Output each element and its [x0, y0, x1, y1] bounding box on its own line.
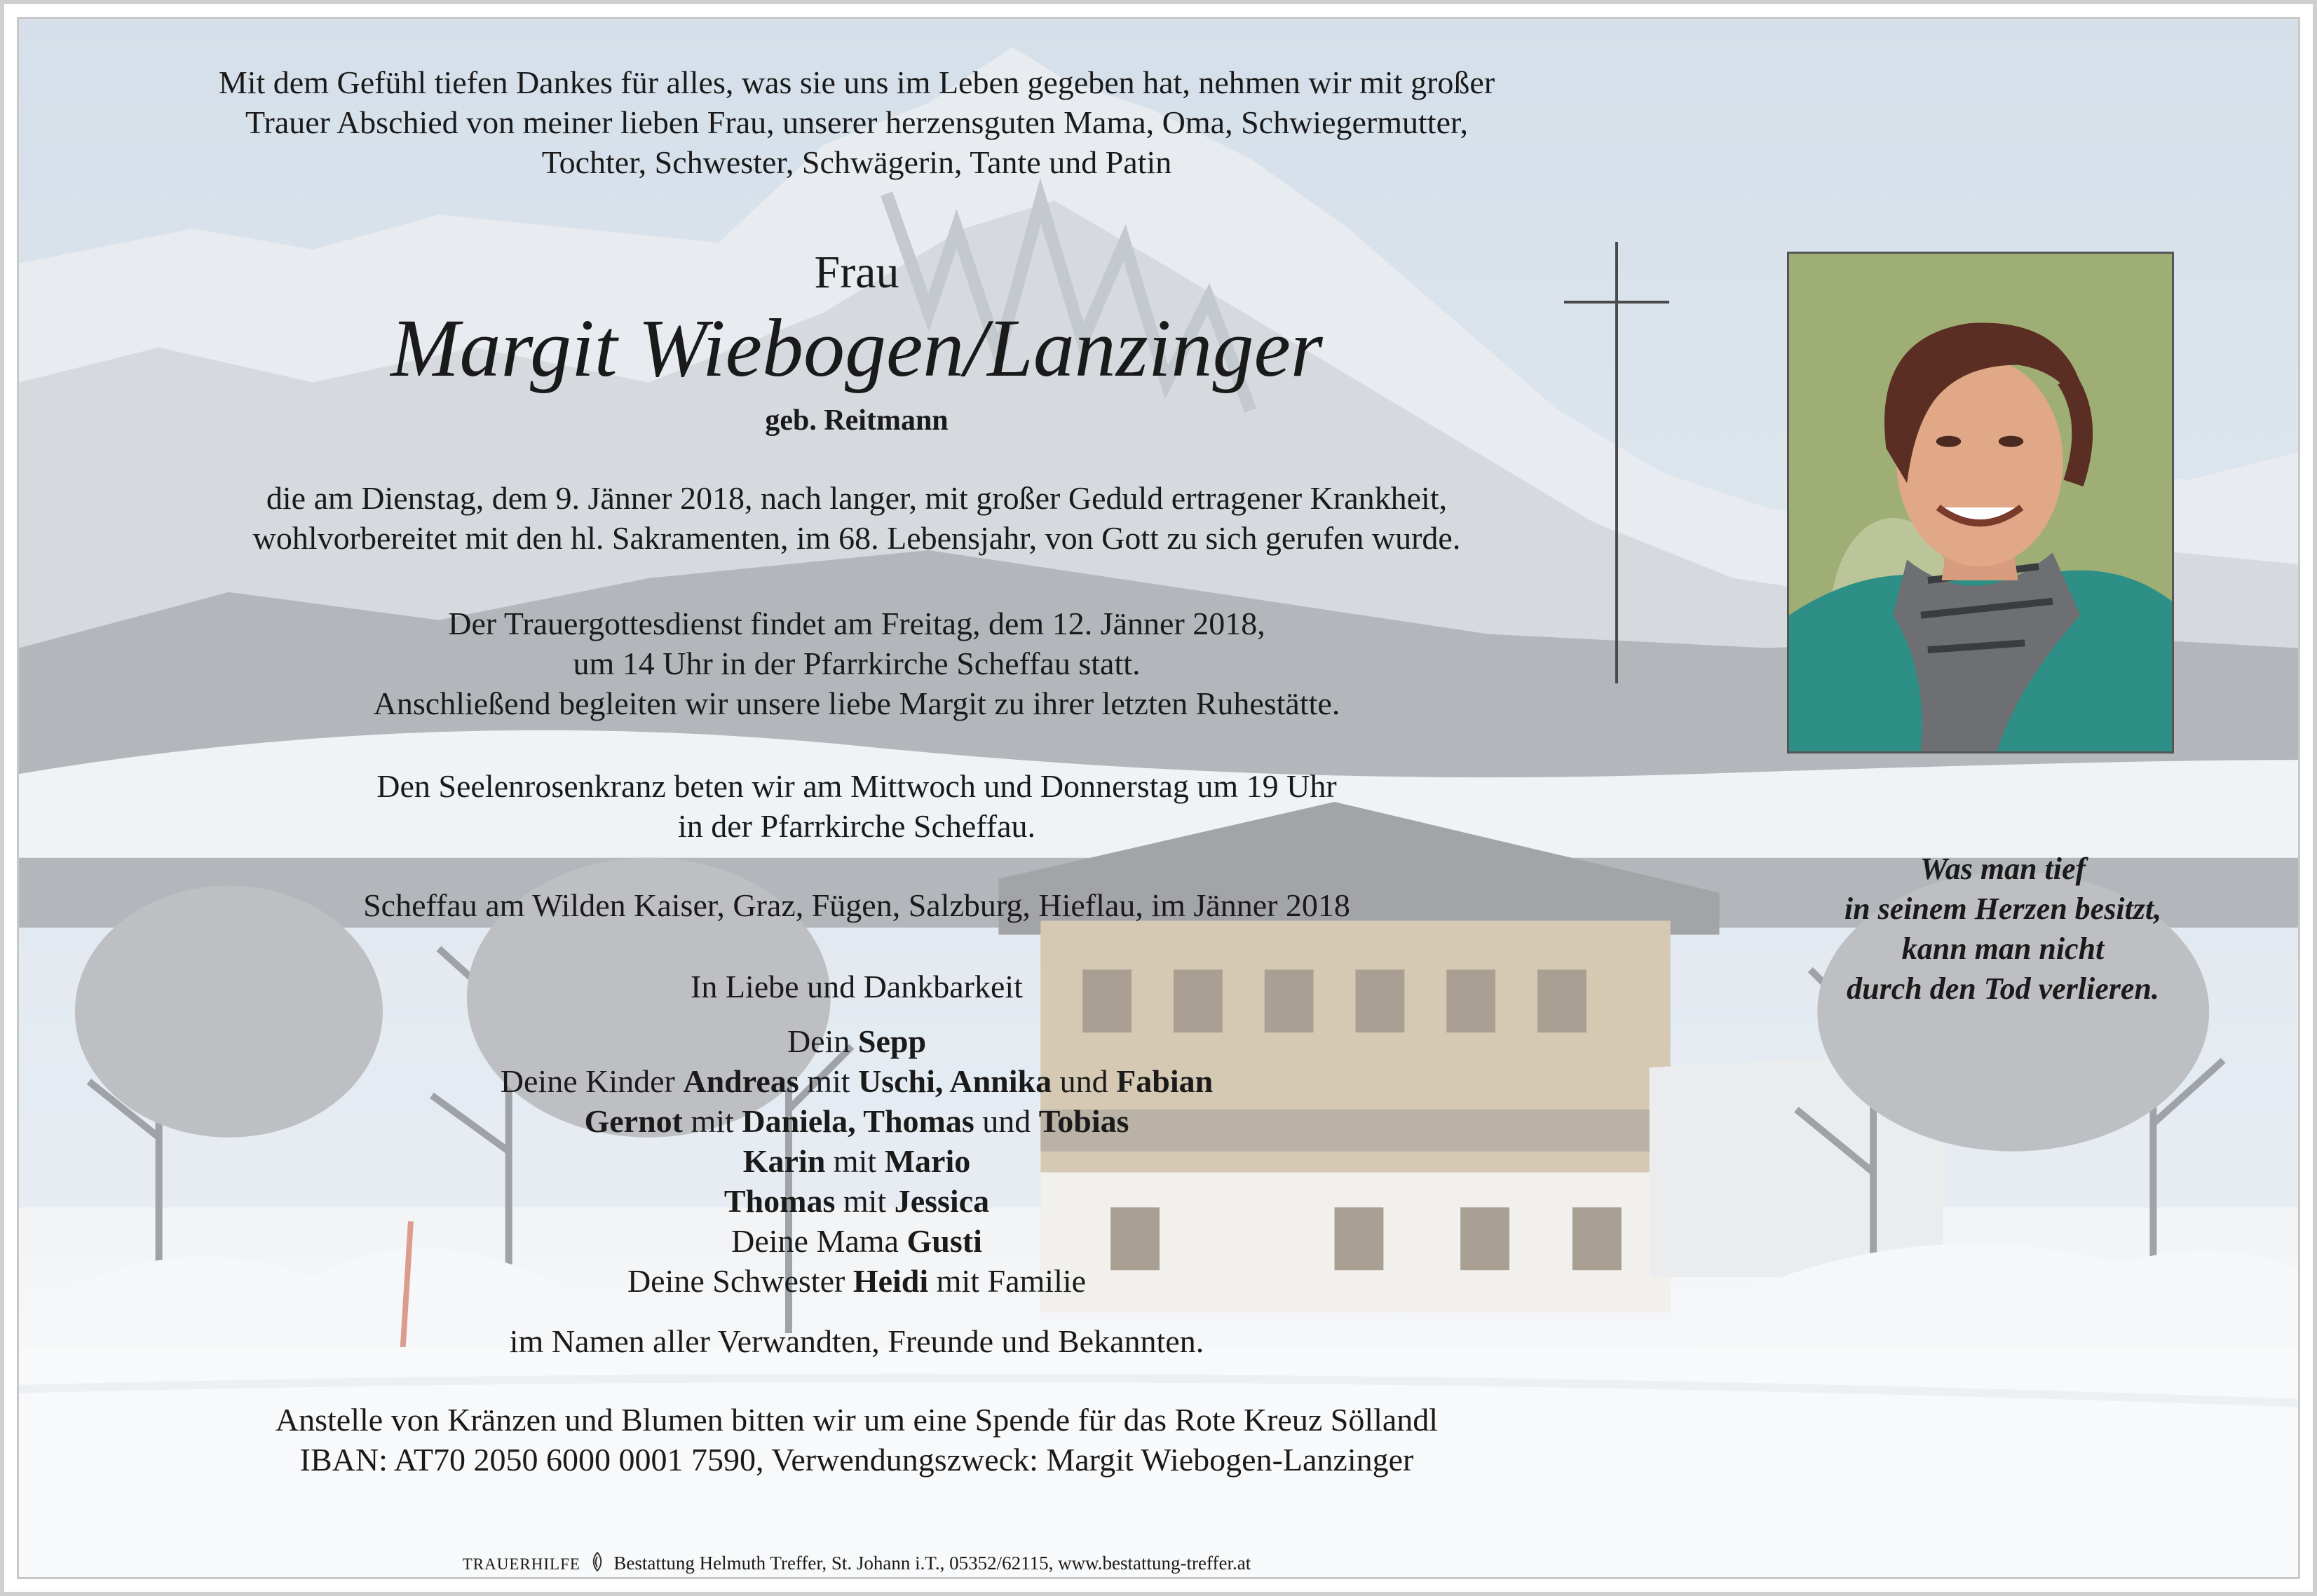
- mourner-row: Gernot mit Daniela, Thomas und Tobias: [584, 1103, 1129, 1139]
- closing-phrase: In Liebe und Dankbarkeit: [691, 969, 1023, 1004]
- intro-line: Tochter, Schwester, Schwägerin, Tante und Patin: [541, 144, 1172, 180]
- relatives-line: im Namen aller Verwandten, Freunde und Bekannten.: [509, 1323, 1204, 1359]
- places-and-date: Scheffau am Wilden Kaiser, Graz, Fügen, Salzburg, Hieflau, im Jänner 2018: [363, 887, 1350, 923]
- salutation: Frau: [814, 247, 899, 298]
- mourners-list: [61, 1021, 1652, 1301]
- rosary-line: in der Pfarrkirche Scheffau.: [677, 808, 1036, 844]
- funeral-home-logo-icon: [590, 1551, 605, 1572]
- service-line: um 14 Uhr in der Pfarrkirche Scheffau statt.: [573, 646, 1141, 681]
- service-line: Der Trauergottesdienst findet am Freitag, dem 12. Jänner 2018,: [448, 606, 1265, 641]
- donation-iban-line: IBAN: AT70 2050 6000 0001 7590, Verwendungszweck: Margit Wiebogen-Lanzinger: [299, 1442, 1414, 1478]
- quote-line: durch den Tod verlieren.: [1847, 971, 2159, 1006]
- birth-name: geb. Reitmann: [765, 404, 949, 437]
- mourner-row: Deine Kinder Andreas mit Uschi, Annika und Fabian: [500, 1063, 1214, 1099]
- funeral-home-footer: [61, 1551, 1652, 1576]
- obituary-card: [17, 17, 2300, 1579]
- donation-request: [61, 1400, 1652, 1480]
- rosary-line: Den Seelenrosenkranz beten wir am Mittwoch und Donnerstag um 19 Uhr: [376, 768, 1337, 804]
- mourner-row: Deine Mama Gusti: [731, 1223, 982, 1259]
- rosary-info: [61, 766, 1652, 846]
- portrait-photo: [1787, 252, 2174, 753]
- death-notice: [61, 478, 1652, 558]
- footer-text: Bestattung Helmuth Treffer, St. Johann i.T., 05352/62115, www.bestattung-treffer.at: [613, 1553, 1251, 1574]
- quote-line: in seinem Herzen besitzt,: [1844, 892, 2162, 926]
- intro-line: Trauer Abschied von meiner lieben Frau, unserer herzensguten Mama, Oma, Schwiegermutter,: [245, 104, 1468, 140]
- mourner-row: Dein Sepp: [787, 1023, 927, 1059]
- intro-line: Mit dem Gefühl tiefen Dankes für alles, was sie uns im Leben gegeben hat, nehmen wir mit großer: [218, 64, 1495, 100]
- death-notice-line: wohlvorbereitet mit den hl. Sakramenten, im 68. Lebensjahr, von Gott zu sich gerufen wurde.: [252, 520, 1461, 556]
- service-line: Anschließend begleiten wir unsere liebe Margit zu ihrer letzten Ruhestätte.: [373, 686, 1340, 721]
- memorial-quote: [1715, 849, 2290, 1009]
- deceased-name: Margit Wiebogen/Lanzinger: [390, 302, 1323, 394]
- death-notice-line: die am Dienstag, dem 9. Jänner 2018, nach langer, mit großer Geduld ertragener Krankheit,: [266, 480, 1448, 516]
- cross-icon: [1564, 242, 1669, 683]
- mourner-row: Deine Schwester Heidi mit Familie: [627, 1263, 1087, 1299]
- intro-text: [61, 62, 1652, 182]
- quote-line: kann man nicht: [1901, 932, 2105, 966]
- mourner-row: Thomas mit Jessica: [723, 1183, 990, 1219]
- donation-line: Anstelle von Kränzen und Blumen bitten wir um eine Spende für das Rote Kreuz Söllandl: [275, 1402, 1439, 1438]
- mourner-row: Karin mit Mario: [742, 1143, 971, 1179]
- quote-line: Was man tief: [1919, 852, 2086, 886]
- funeral-service-info: [61, 603, 1652, 723]
- footer-brand: TRAUERHILFE: [462, 1555, 580, 1573]
